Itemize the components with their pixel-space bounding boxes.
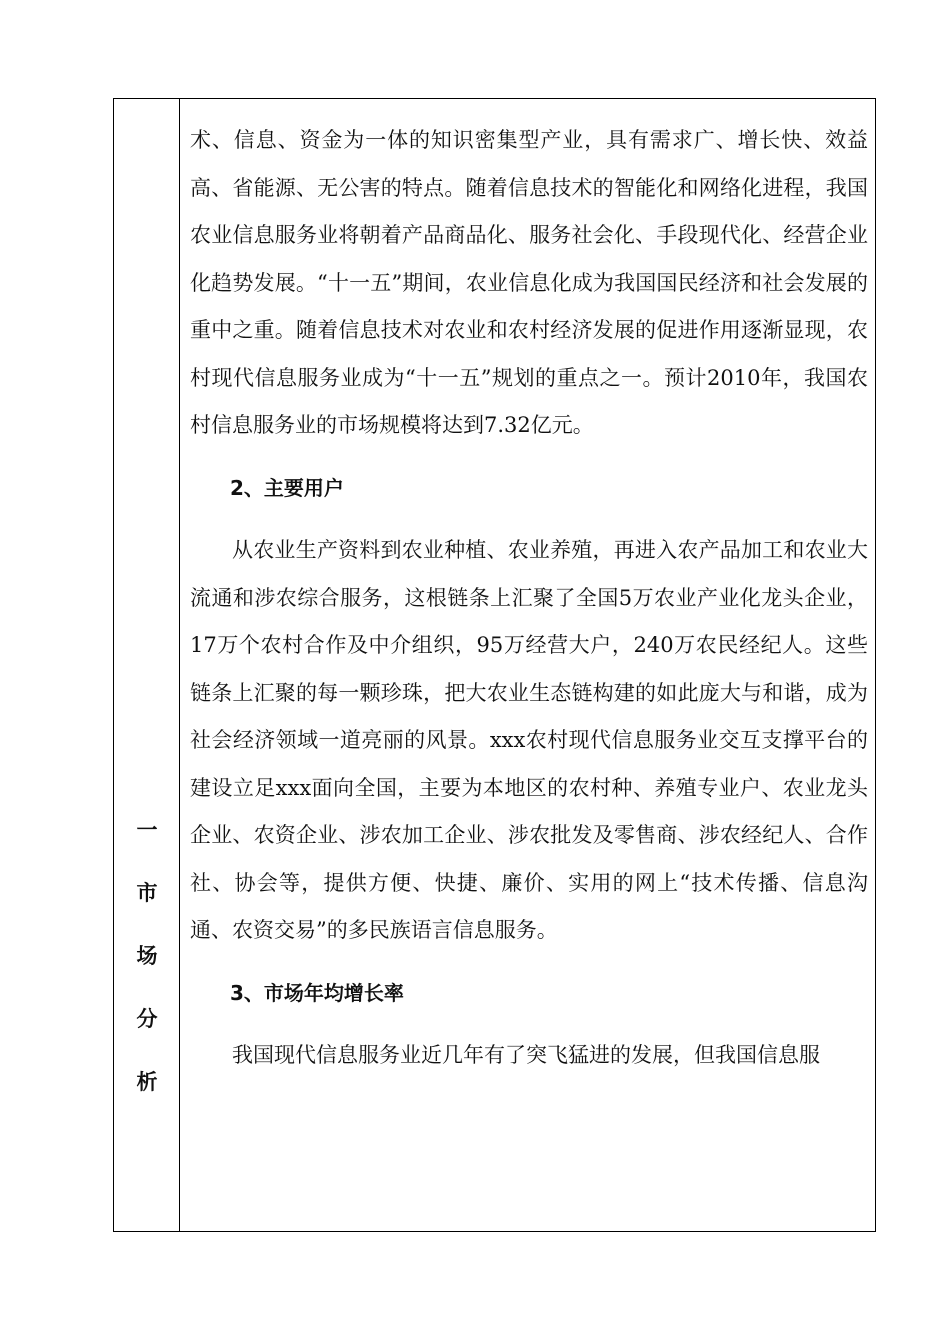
section-label-column bbox=[114, 99, 180, 1231]
section-label bbox=[114, 799, 180, 1114]
section-label-char: 分 bbox=[136, 1007, 158, 1031]
paragraph-main-users: 从农业生产资料到农业种植、农业养殖，再进入农产品加工和农业大流通和涉农综合服务，这根链条上汇聚了全国5万农业产业化龙头企业，17万个农村合作及中介组织，95万经营大户，240万农民经纪人。这些链条上汇聚的每一颗珍珠，把大农业生态链构建的如此庞大与和谐，成为社会经济领域一道亮丽的风景。xxx农村现代信息服务业交互支撑平台的建设立足xxx面向全国，主要为本地区的农村种、养殖专业户、农业龙头企业、农资企业、涉农加工企业、涉农批发及零售商、涉农经纪人、合作社、协会等，提供方便、快捷、廉价、实用的网上“技术传播、信息沟通、农资交易”的多民族语言信息服务。 bbox=[190, 538, 868, 942]
content-cell bbox=[190, 117, 868, 1080]
paragraph-continued: 术、信息、资金为一体的知识密集型产业，具有需求广、增长快、效益高、省能源、无公害的特点。随着信息技术的智能化和网络化进程，我国农业信息服务业将朝着产品商品化、服务社会化、手段现代化、经营企业化趋势发展。“十一五”期间，农业信息化成为我国国民经济和社会发展的重中之重。随着信息技术对农业和农村经济发展的促进作用逐渐显现，农村现代信息服务业成为“十一五”规划的重点之一。预计2010年，我国农村信息服务业的市场规模将达到7.32亿元。 bbox=[190, 128, 868, 437]
document-table bbox=[113, 98, 876, 1232]
subheading-main-users: 2、主要用户 bbox=[230, 475, 344, 500]
paragraph-growth-rate: 我国现代信息服务业近几年有了突飞猛进的发展，但我国信息服 bbox=[232, 1043, 820, 1067]
section-label-char: 场 bbox=[136, 944, 158, 968]
section-label-char: 市 bbox=[136, 881, 158, 905]
section-label-char: 一 bbox=[136, 818, 158, 842]
section-label-char: 析 bbox=[136, 1070, 158, 1094]
subheading-growth-rate: 3、市场年均增长率 bbox=[230, 980, 404, 1005]
